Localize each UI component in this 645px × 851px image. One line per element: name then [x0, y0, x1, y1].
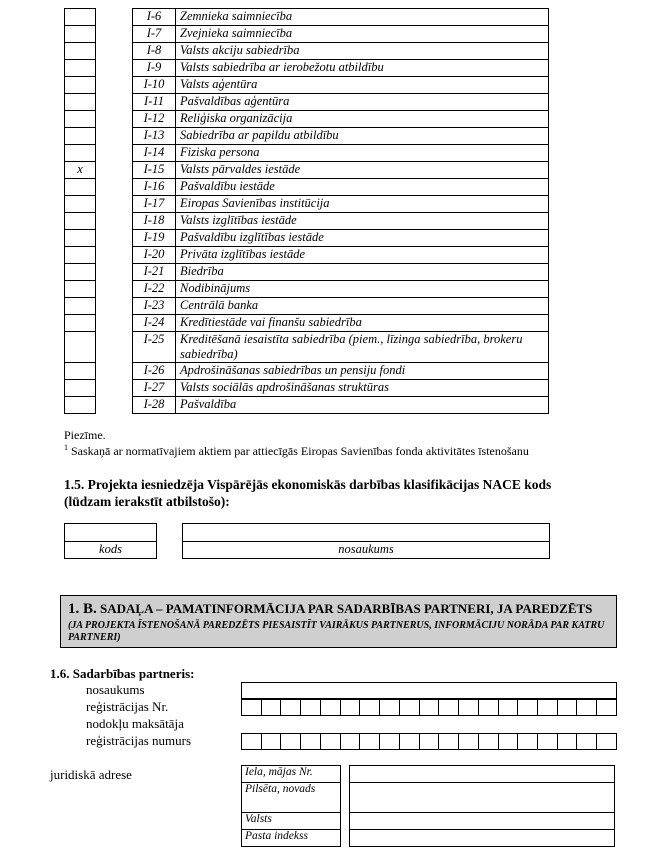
digit-cell[interactable] — [479, 734, 499, 749]
classification-table — [64, 8, 549, 414]
address-row-label: Pilsēta, novads — [242, 783, 341, 813]
column-gap — [96, 264, 133, 281]
classification-row — [65, 94, 549, 111]
classification-mark-cell[interactable] — [65, 315, 96, 332]
column-gap — [96, 111, 133, 128]
classification-code: I-7 — [133, 26, 176, 43]
column-gap — [96, 60, 133, 77]
digit-cell[interactable] — [242, 734, 262, 749]
digit-cell[interactable] — [499, 700, 519, 715]
banner-subtitle: (JA PROJEKTA ĪSTENOŠANĀ PAREDZĒTS PIESAISTĪT VAIRĀKUS PARTNERUS, INFORMĀCIJU NORĀDA PAR KATRU PARTNERI) — [68, 620, 605, 643]
classification-name: Valsts akciju sabiedrība — [176, 43, 549, 60]
classification-name: Valsts aģentūra — [176, 77, 549, 94]
classification-mark-cell[interactable] — [65, 145, 96, 162]
classification-row — [65, 145, 549, 162]
classification-mark-cell[interactable] — [65, 332, 96, 363]
classification-code: I-8 — [133, 43, 176, 60]
digit-cell[interactable] — [597, 700, 616, 715]
classification-row — [65, 26, 549, 43]
partner-tax-label-1: nodokļu maksātāja — [86, 716, 184, 731]
classification-name: Pašvaldību iestāde — [176, 179, 549, 196]
classification-name: Reliģiska organizācija — [176, 111, 549, 128]
column-gap — [96, 128, 133, 145]
classification-mark-cell[interactable] — [65, 264, 96, 281]
classification-name: Valsts sabiedrība ar ierobežotu atbildību — [176, 60, 549, 77]
classification-mark-cell[interactable] — [65, 179, 96, 196]
banner-title-text: SADAĻA – PAMATINFORMĀCIJA PAR SADARBĪBAS PARTNERI, JA PAREDZĒTS — [96, 601, 593, 616]
kods-caption: kods — [99, 542, 122, 556]
classification-mark-cell[interactable] — [65, 94, 96, 111]
digit-cell[interactable] — [597, 734, 616, 749]
address-row — [242, 766, 615, 783]
classification-code: I-10 — [133, 77, 176, 94]
classification-name: Valsts izglītības iestāde — [176, 213, 549, 230]
classification-code: I-23 — [133, 298, 176, 315]
digit-cell[interactable] — [301, 734, 321, 749]
classification-name: Centrālā banka — [176, 298, 549, 315]
address-row-label: Pasta indekss — [242, 830, 341, 847]
digit-cell[interactable] — [538, 734, 558, 749]
classification-row — [65, 298, 549, 315]
column-gap — [341, 830, 350, 847]
classification-row — [65, 264, 549, 281]
classification-row — [65, 43, 549, 60]
classification-code: I-25 — [133, 332, 176, 363]
partner-tax-number-input[interactable] — [241, 733, 617, 750]
section-1b-banner — [60, 595, 617, 648]
classification-name: Sabiedrība ar papildu atbildību — [176, 128, 549, 145]
digit-cell[interactable] — [558, 700, 578, 715]
partner-tax-label-2: reģistrācijas numurs — [86, 733, 192, 748]
classification-row — [65, 162, 549, 179]
classification-code: I-20 — [133, 247, 176, 264]
column-gap — [96, 162, 133, 179]
digit-cell[interactable] — [479, 700, 499, 715]
digit-cell[interactable] — [301, 700, 321, 715]
address-row — [242, 813, 615, 830]
digit-cell[interactable] — [420, 700, 440, 715]
note-footnote — [64, 443, 529, 459]
address-row-input[interactable] — [350, 766, 615, 783]
column-gap — [96, 145, 133, 162]
column-gap — [96, 247, 133, 264]
classification-name: Eiropas Savienības institūcija — [176, 196, 549, 213]
classification-name: Kredītiestāde vai finanšu sabiedrība — [176, 315, 549, 332]
classification-row — [65, 315, 549, 332]
classification-row — [65, 196, 549, 213]
classification-row — [65, 230, 549, 247]
column-gap — [96, 179, 133, 196]
column-gap — [96, 9, 133, 26]
classification-row — [65, 128, 549, 145]
digit-cell[interactable] — [380, 734, 400, 749]
column-gap — [96, 26, 133, 43]
partner-reg-label: reģistrācijas Nr. — [86, 699, 169, 714]
digit-cell[interactable] — [439, 700, 459, 715]
classification-mark-cell[interactable] — [65, 60, 96, 77]
digit-cell[interactable] — [281, 734, 301, 749]
classification-name: Zemnieka saimniecība — [176, 9, 549, 26]
digit-cell[interactable] — [558, 734, 578, 749]
classification-mark-cell[interactable] — [65, 77, 96, 94]
column-gap — [96, 213, 133, 230]
digit-cell[interactable] — [321, 700, 341, 715]
classification-row — [65, 363, 549, 380]
column-gap — [96, 281, 133, 298]
classification-code: I-22 — [133, 281, 176, 298]
classification-mark-cell[interactable] — [65, 213, 96, 230]
legal-address-label: juridiskā adrese — [50, 767, 132, 782]
classification-name: Kreditēšanā iesaistīta sabiedrība (piem., līzinga sabiedrība, brokeru sabiedrība) — [176, 332, 549, 363]
classification-name: Privāta izglītības iestāde — [176, 247, 549, 264]
classification-row — [65, 213, 549, 230]
classification-mark-cell[interactable] — [65, 363, 96, 380]
legal-address-table — [241, 765, 615, 847]
classification-row — [65, 332, 549, 363]
classification-code: I-11 — [133, 94, 176, 111]
digit-cell[interactable] — [518, 700, 538, 715]
address-row-input[interactable] — [350, 830, 615, 847]
classification-name: Biedrība — [176, 264, 549, 281]
classification-row — [65, 281, 549, 298]
classification-name: Zvejnieka saimniecība — [176, 26, 549, 43]
digit-cell[interactable] — [360, 700, 380, 715]
classification-code: I-15 — [133, 162, 176, 179]
classification-row — [65, 247, 549, 264]
address-row — [242, 783, 615, 813]
classification-mark-cell[interactable] — [65, 111, 96, 128]
classification-row — [65, 111, 549, 128]
note-title: Piezīme. — [64, 428, 106, 442]
address-row — [242, 830, 615, 847]
column-gap — [341, 766, 350, 783]
digit-cell[interactable] — [420, 734, 440, 749]
column-gap — [96, 230, 133, 247]
classification-row — [65, 397, 549, 414]
classification-mark-cell[interactable] — [65, 397, 96, 414]
classification-mark-cell[interactable] — [65, 128, 96, 145]
column-gap — [341, 783, 350, 813]
classification-code: I-19 — [133, 230, 176, 247]
partner-name-input[interactable] — [241, 682, 617, 699]
address-row-label: Valsts — [242, 813, 341, 830]
digit-cell[interactable] — [262, 734, 282, 749]
classification-code: I-26 — [133, 363, 176, 380]
partner-name-label: nosaukums — [86, 682, 145, 697]
classification-name: Nodibinājums — [176, 281, 549, 298]
classification-mark-cell[interactable] — [65, 43, 96, 60]
classification-code: I-27 — [133, 380, 176, 397]
address-row-input[interactable] — [350, 813, 615, 830]
classification-name: Pašvaldība — [176, 397, 549, 414]
column-gap — [96, 94, 133, 111]
digit-cell[interactable] — [518, 734, 538, 749]
classification-mark-cell[interactable] — [65, 281, 96, 298]
partner-reg-number-input[interactable] — [241, 699, 617, 716]
classification-mark-cell[interactable] — [65, 9, 96, 26]
classification-code: I-18 — [133, 213, 176, 230]
digit-cell[interactable] — [459, 734, 479, 749]
banner-title — [68, 601, 609, 618]
digit-cell[interactable] — [360, 734, 380, 749]
classification-name: Pašvaldību izglītības iestāde — [176, 230, 549, 247]
classification-mark-cell[interactable] — [65, 380, 96, 397]
nosaukums-caption: nosaukums — [338, 542, 394, 556]
classification-code: I-9 — [133, 60, 176, 77]
digit-cell[interactable] — [577, 734, 597, 749]
digit-cell[interactable] — [341, 700, 361, 715]
footnote-text: Saskaņā ar normatīvajiem aktiem par attiecīgās Eiropas Savienības fonda aktivitātes īstenošanu — [68, 444, 529, 458]
digit-cell[interactable] — [242, 700, 262, 715]
digit-cell[interactable] — [281, 700, 301, 715]
classification-code: I-13 — [133, 128, 176, 145]
banner-number: 1. B. — [68, 601, 97, 617]
classification-row — [65, 60, 549, 77]
digit-cell[interactable] — [400, 734, 420, 749]
column-gap — [341, 813, 350, 830]
classification-name: Valsts pārvaldes iestāde — [176, 162, 549, 179]
classification-name: Fiziska persona — [176, 145, 549, 162]
classification-mark-cell[interactable] — [65, 230, 96, 247]
classification-code: I-24 — [133, 315, 176, 332]
classification-name: Pašvaldības aģentūra — [176, 94, 549, 111]
classification-code: I-28 — [133, 397, 176, 414]
section-1-5-heading: 1.5. Projekta iesniedzēja Vispārējās ekonomiskās darbības klasifikācijas NACE kods (lūdzam ierakstīt atbilstošo): — [64, 477, 552, 509]
classification-code: I-16 — [133, 179, 176, 196]
classification-name: Valsts sociālās apdrošināšanas struktūras — [176, 380, 549, 397]
classification-row — [65, 77, 549, 94]
footnote-mark: 1 — [64, 443, 68, 452]
classification-mark-cell[interactable] — [65, 26, 96, 43]
classification-row — [65, 179, 549, 196]
classification-code: I-21 — [133, 264, 176, 281]
digit-cell[interactable] — [262, 700, 282, 715]
digit-cell[interactable] — [459, 700, 479, 715]
classification-code: I-6 — [133, 9, 176, 26]
section-1-6-heading: 1.6. Sadarbības partneris: — [50, 666, 195, 681]
digit-cell[interactable] — [380, 700, 400, 715]
column-gap — [96, 196, 133, 213]
column-gap — [96, 397, 133, 414]
classification-name: Apdrošināšanas sabiedrības un pensiju fondi — [176, 363, 549, 380]
classification-code: I-14 — [133, 145, 176, 162]
classification-mark-cell[interactable]: x — [65, 162, 96, 179]
classification-code: I-12 — [133, 111, 176, 128]
column-gap — [96, 315, 133, 332]
column-gap — [96, 77, 133, 94]
classification-mark-cell[interactable] — [65, 247, 96, 264]
classification-code: I-17 — [133, 196, 176, 213]
digit-cell[interactable] — [341, 734, 361, 749]
digit-cell[interactable] — [439, 734, 459, 749]
column-gap — [96, 363, 133, 380]
digit-cell[interactable] — [577, 700, 597, 715]
digit-cell[interactable] — [400, 700, 420, 715]
column-gap — [96, 332, 133, 363]
digit-cell[interactable] — [538, 700, 558, 715]
address-row-label: Iela, mājas Nr. — [242, 766, 341, 783]
digit-cell[interactable] — [321, 734, 341, 749]
classification-row — [65, 9, 549, 26]
classification-row — [65, 380, 549, 397]
address-row-input[interactable] — [350, 783, 615, 813]
column-gap — [96, 380, 133, 397]
digit-cell[interactable] — [499, 734, 519, 749]
column-gap — [96, 43, 133, 60]
classification-mark-cell[interactable] — [65, 298, 96, 315]
classification-mark-cell[interactable] — [65, 196, 96, 213]
column-gap — [96, 298, 133, 315]
